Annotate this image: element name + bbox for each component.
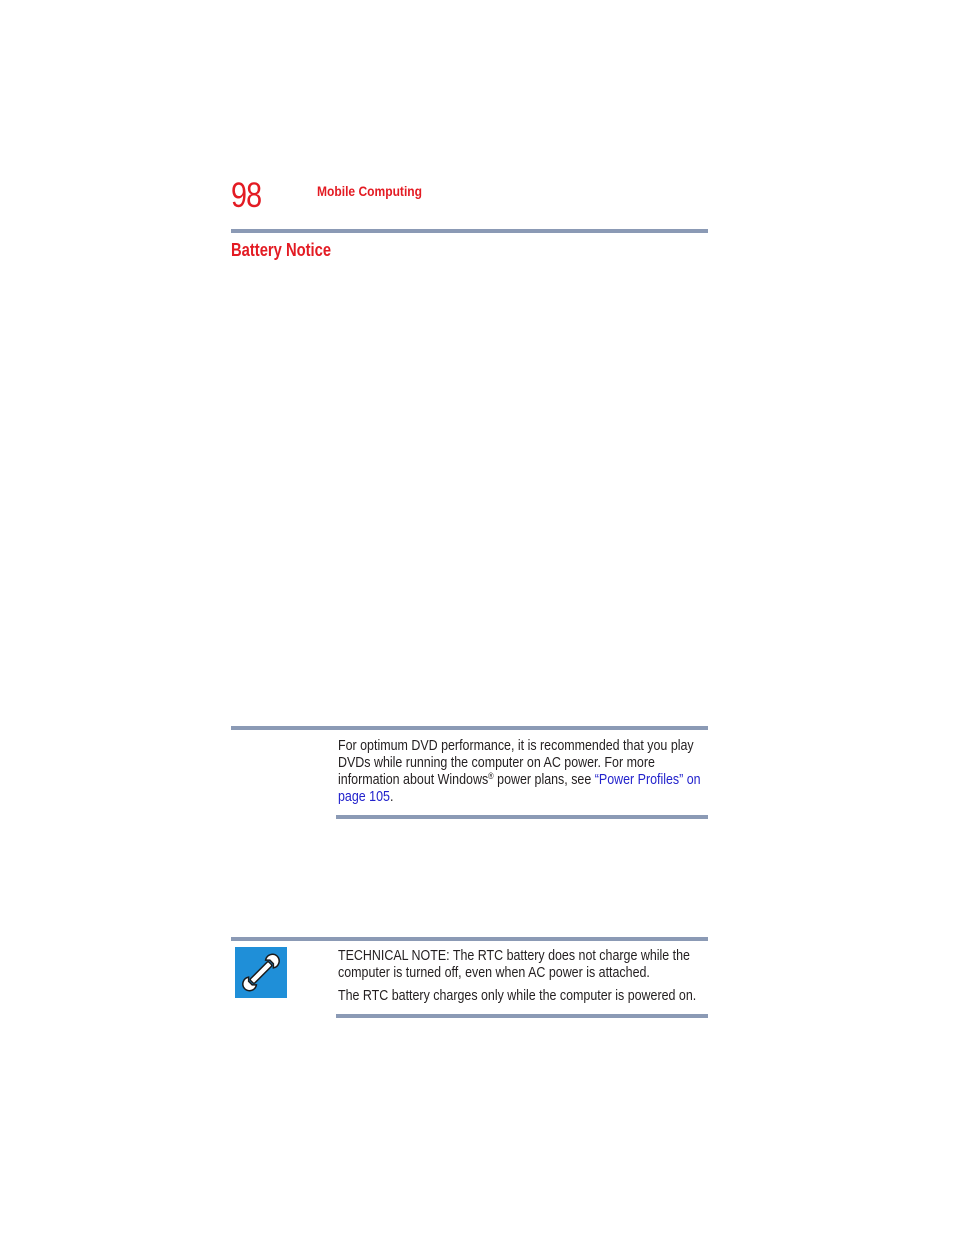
technical-note-paragraph-2: The RTC battery charges only while the computer is powered on. bbox=[338, 987, 697, 1004]
technical-note-bottom-divider bbox=[336, 1014, 708, 1018]
registered-mark: ® bbox=[488, 771, 494, 781]
page-number: 98 bbox=[231, 176, 262, 215]
wrench-icon bbox=[235, 947, 287, 998]
dvd-note-bottom-divider bbox=[336, 815, 708, 819]
section-heading: Battery Notice bbox=[231, 240, 332, 260]
dvd-note-paragraph bbox=[338, 737, 703, 805]
power-profiles-link[interactable]: “Power Profiles” on page 105 bbox=[338, 771, 701, 805]
technical-note-top-divider bbox=[231, 937, 708, 941]
dvd-note-text-continued: power plans, see bbox=[493, 771, 595, 788]
dvd-note-period: . bbox=[389, 788, 394, 805]
header-divider bbox=[231, 229, 708, 233]
technical-note bbox=[338, 947, 703, 1004]
running-header-title: Mobile Computing bbox=[317, 183, 423, 199]
technical-note-paragraph-1: TECHNICAL NOTE: The RTC battery does not charge while the computer is turned off, even when AC power is attached. bbox=[338, 947, 690, 981]
dvd-note bbox=[338, 737, 703, 805]
dvd-note-top-divider bbox=[231, 726, 708, 730]
dvd-note-text: For optimum DVD performance, it is recommended that you play DVDs while running the computer on AC power. For more information about Windows bbox=[338, 737, 694, 788]
